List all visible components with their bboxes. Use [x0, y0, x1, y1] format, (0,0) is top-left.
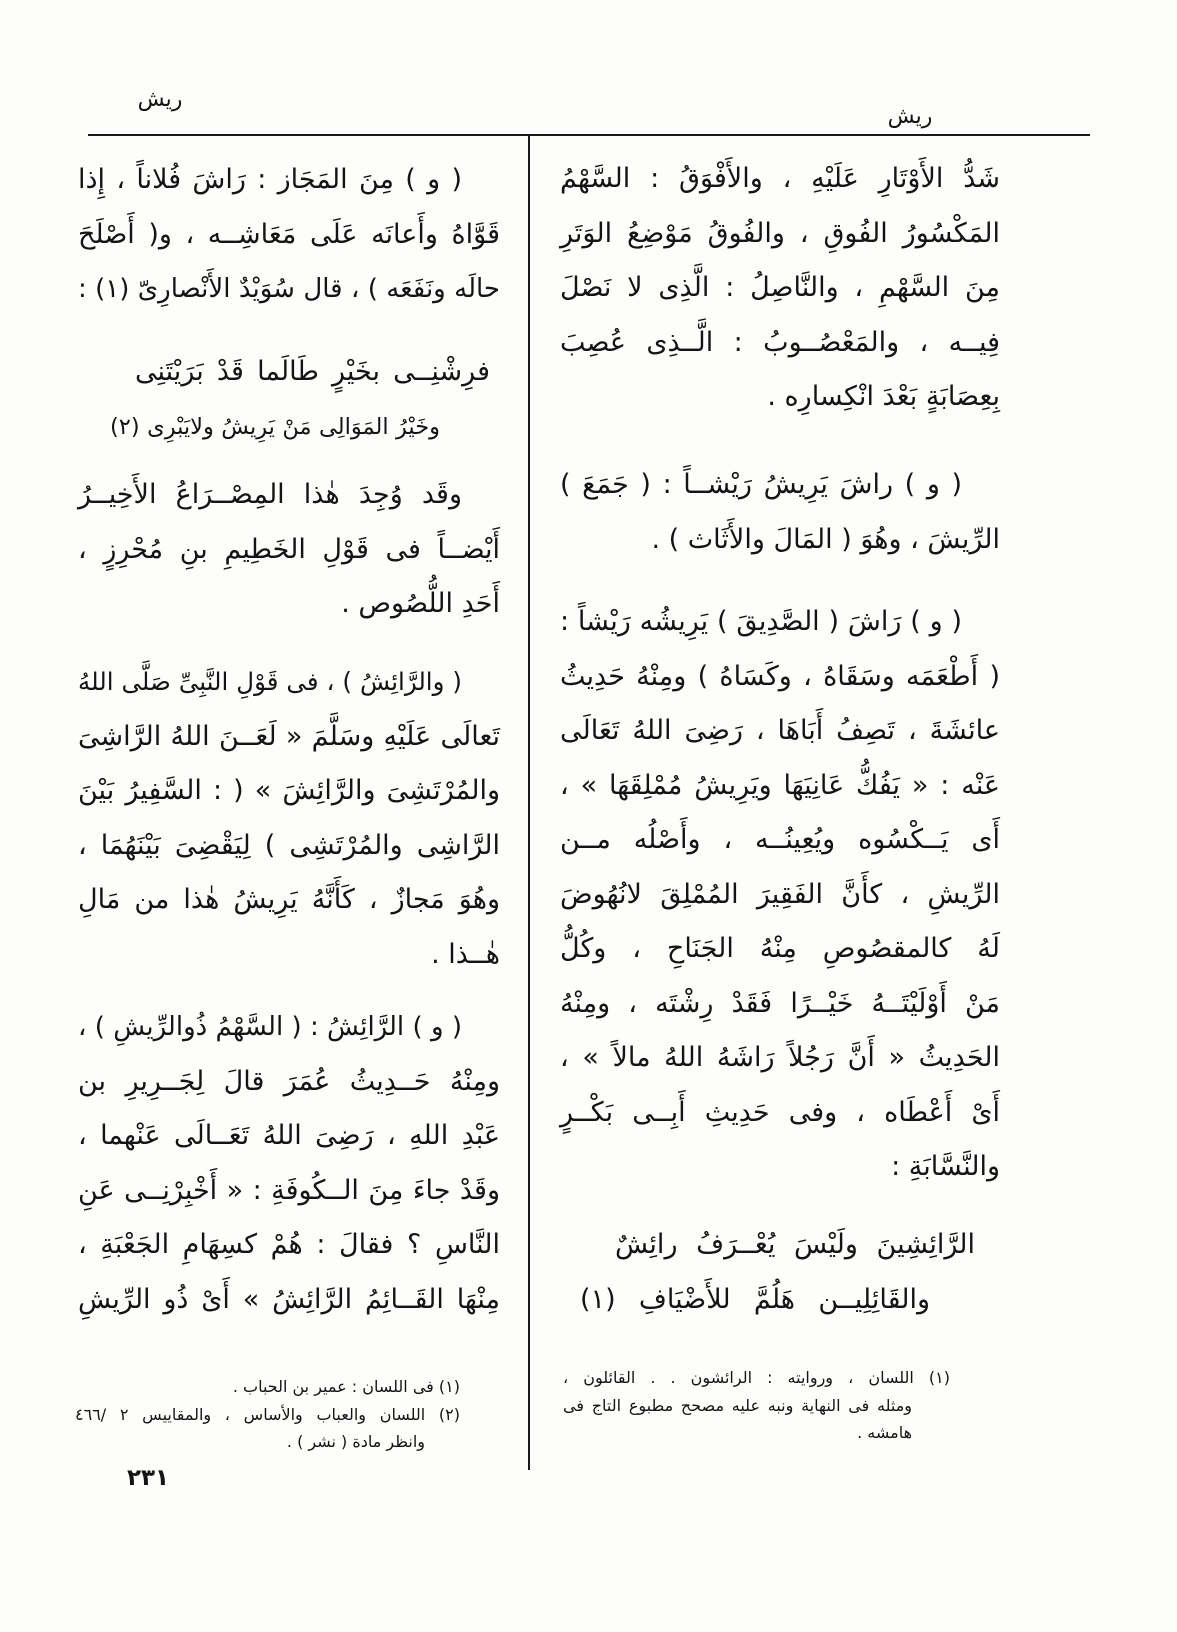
text-line: الرِّيشِ ، كأَنَّ الفَقِيرَ المُمْلِقَ لانُهُوضَ [560, 878, 1000, 910]
text-line: حالَه ونَفَعَه ) ، قال سُوَيْدٌ الأَنْصارِىّ (١) : [78, 274, 500, 304]
text-line: شَدُّ الأَوْتَارِ عَلَيْهِ ، والأَفْوَقُ : السَّهْمُ [560, 163, 1000, 194]
text-line: مَنْ أَوْلَيْتَــهُ خَيْــرًا فَقَدْ رِشْتَه ، ومِنْهُ [560, 987, 1000, 1019]
text-line: أَحَدِ اللُّصُوص . [341, 588, 500, 619]
page-number: ٢٣١ [126, 1465, 170, 1491]
verse-quotation [78, 345, 500, 454]
verse-quotation [560, 1218, 1000, 1327]
text-line: وقَدْ جاءَ مِنَ الــكُوفَةِ : « أَخْبِرْنِــى عَنِ [78, 1174, 500, 1206]
text-line: ( و ) راشَ يَرِيشُ رَيْشــاً : ( جَمَعَ ) [560, 469, 962, 500]
verse-hemistich-2: وخَيْرُ المَوَالِى مَنْ يَرِيشُ ولايَبْرِى (٢) [110, 413, 440, 440]
entry-paragraph [78, 468, 500, 632]
text-line: عَنْه : « يَفُكُّ عَانِيَهَا ويَرِيشُ مُمْلِقَهَا » ، [560, 769, 1000, 801]
verse-hemistich-1: فرِشْنِــى بخَيْرٍ طَالَما قَدْ بَرَيْتَنِى [135, 356, 490, 387]
running-head-right: ريش [887, 104, 933, 129]
text-line: أَى يَــكْسُوه ويُعِينُــه ، وأَصْلُه مــن [560, 824, 1000, 855]
text-line: النَّاسِ ؟ فقالَ : هُمْ كسِهَامِ الجَعْبَةِ ، [78, 1229, 500, 1260]
entry-paragraph [78, 1000, 500, 1327]
running-head-left: ريش [137, 87, 183, 112]
footnote-line: (١) فى اللسان : عمير بن الحباب . [232, 1377, 460, 1396]
text-line: وقَد وُجِدَ هٰذا المِصْــرَاعُ الأَخِيــرُ [78, 479, 462, 510]
text-line: وهُوَ مَجازٌ ، كَأَنَّهُ يَرِيشُ هٰذا من مَالِ [78, 884, 500, 915]
text-line: ( و ) مِنَ المَجَاز : رَاشَ فُلاناً ، إِذا [78, 164, 462, 195]
text-line: ( و ) رَاشَ ( الصَّدِيقَ ) يَرِيشُه رَيْشاً : [560, 606, 962, 637]
header-rule [88, 134, 1090, 136]
verse-hemistich-1: الرَّائِشِينَ ولَيْسَ يُعْــرَفُ رائِشٌ [615, 1229, 975, 1260]
text-line: ( والرَّائِشُ ) ، فى قَوْلِ النَّبِىِّ صَلَّى اللهُ [78, 667, 462, 696]
footnote-line: (٢) اللسان والعباب والأساس ، والمقاييس ٢ /٤٦٦ [75, 1404, 460, 1424]
column-divider [528, 136, 530, 1470]
text-line: هٰــذا . [431, 938, 500, 970]
text-line: لَهُ كالمقصُوصِ مِنْهُ الجَنَاحِ ، وكُلُّ [560, 933, 1000, 964]
footnote-line: هامشه . [857, 1423, 912, 1442]
text-line: ( أَطْعَمَه وسَقَاهُ ، وكَسَاهُ ) ومِنْهُ حَدِيثُ [560, 660, 1000, 692]
text-line: والمُرْتَشِىَ والرَّائِشَ » ( : السَّفِيرُ بَيْنَ [78, 775, 500, 806]
footnote-line: (١) اللسان ، وروايته : الرائشون . . القائلون ، [563, 1368, 950, 1387]
entry-paragraph [78, 153, 500, 317]
entry-paragraph [560, 595, 1000, 1195]
footnotes [560, 1364, 1000, 1447]
text-line: أَيْضــاً فى قَوْلِ الخَطِيمِ بنِ مُحْرِزٍ ، [78, 533, 500, 565]
footnotes [75, 1373, 500, 1456]
text-line: تَعالَى عَلَيْهِ وسَلَّمَ « لَعَــنَ اللهُ الرَّاشِىَ [78, 720, 500, 752]
text-line: المَكْسُورُ الفُوقِ ، والفُوقُ مَوْضِعُ الوَتَرِ [560, 217, 1000, 249]
entry-paragraph [78, 655, 500, 982]
text-line: ( و ) الرَّائِشُ : ( السَّهْمُ ذُوالرِّيشِ ) ، [78, 1012, 462, 1042]
entry-paragraph [560, 458, 1000, 567]
text-line: فِيــه ، والمَعْصُــوبُ : الَّــذِى عُصِبَ [560, 326, 1000, 358]
footnote-line: وانظر مادة ( نشر ) . [286, 1432, 425, 1451]
text-line: ومِنْهُ حَــدِيثُ عُمَرَ قالَ لِجَــرِيرِ بن [78, 1065, 500, 1097]
entry-paragraph [560, 152, 1000, 425]
text-line: أَىْ أَعْطَاه ، وفى حَدِيثِ أَبِــى بَكْــرٍ [560, 1096, 1000, 1128]
text-line: قَوَّاهُ وأَعانَه عَلَى مَعَاشِــه ، و( أَصْلَحَ [78, 218, 500, 250]
verse-hemistich-2: والقَائِلِيــن هَلُمَّ للأَضْيَافِ (١) [580, 1283, 930, 1315]
text-line: عائشَةَ ، تَصِفُ أَبَاهَا ، رَضِىَ اللهُ تَعَالَى [560, 715, 1000, 746]
text-line: بِعِصَابَةٍ بَعْدَ انْكِسارِه . [767, 381, 1000, 412]
text-line: والنَّسَّابَةِ : [891, 1151, 1000, 1182]
text-line: مِنَ السَّهْمِ ، والنَّاصِلُ : الَّذِى لا نَصْلَ [560, 272, 1000, 303]
footnote-line: ومثله فى النهاية ونبه عليه مصحح مطبوع التاج فى [563, 1395, 912, 1415]
text-line: عَبْدِ اللهِ ، رَضِىَ اللهُ تَعَــالَى عَنْهما ، [78, 1120, 500, 1151]
text-line: الرِّيشَ ، وهُوَ ( المَالَ والأَثَاث ) . [651, 523, 1000, 555]
text-line: الرَّاشِى والمُرْتَشِى ) لِيَقْضِىَ بَيْنَهُمَا ، [78, 829, 500, 861]
text-line: الحَدِيثُ « أَنَّ رَجُلاً رَاشَهُ اللهُ مالاً » ، [560, 1042, 1000, 1073]
text-line: مِنْهَا القَــائِمُ الرَّائِشُ » أَىْ ذُو الرِّيشِ [78, 1283, 500, 1315]
